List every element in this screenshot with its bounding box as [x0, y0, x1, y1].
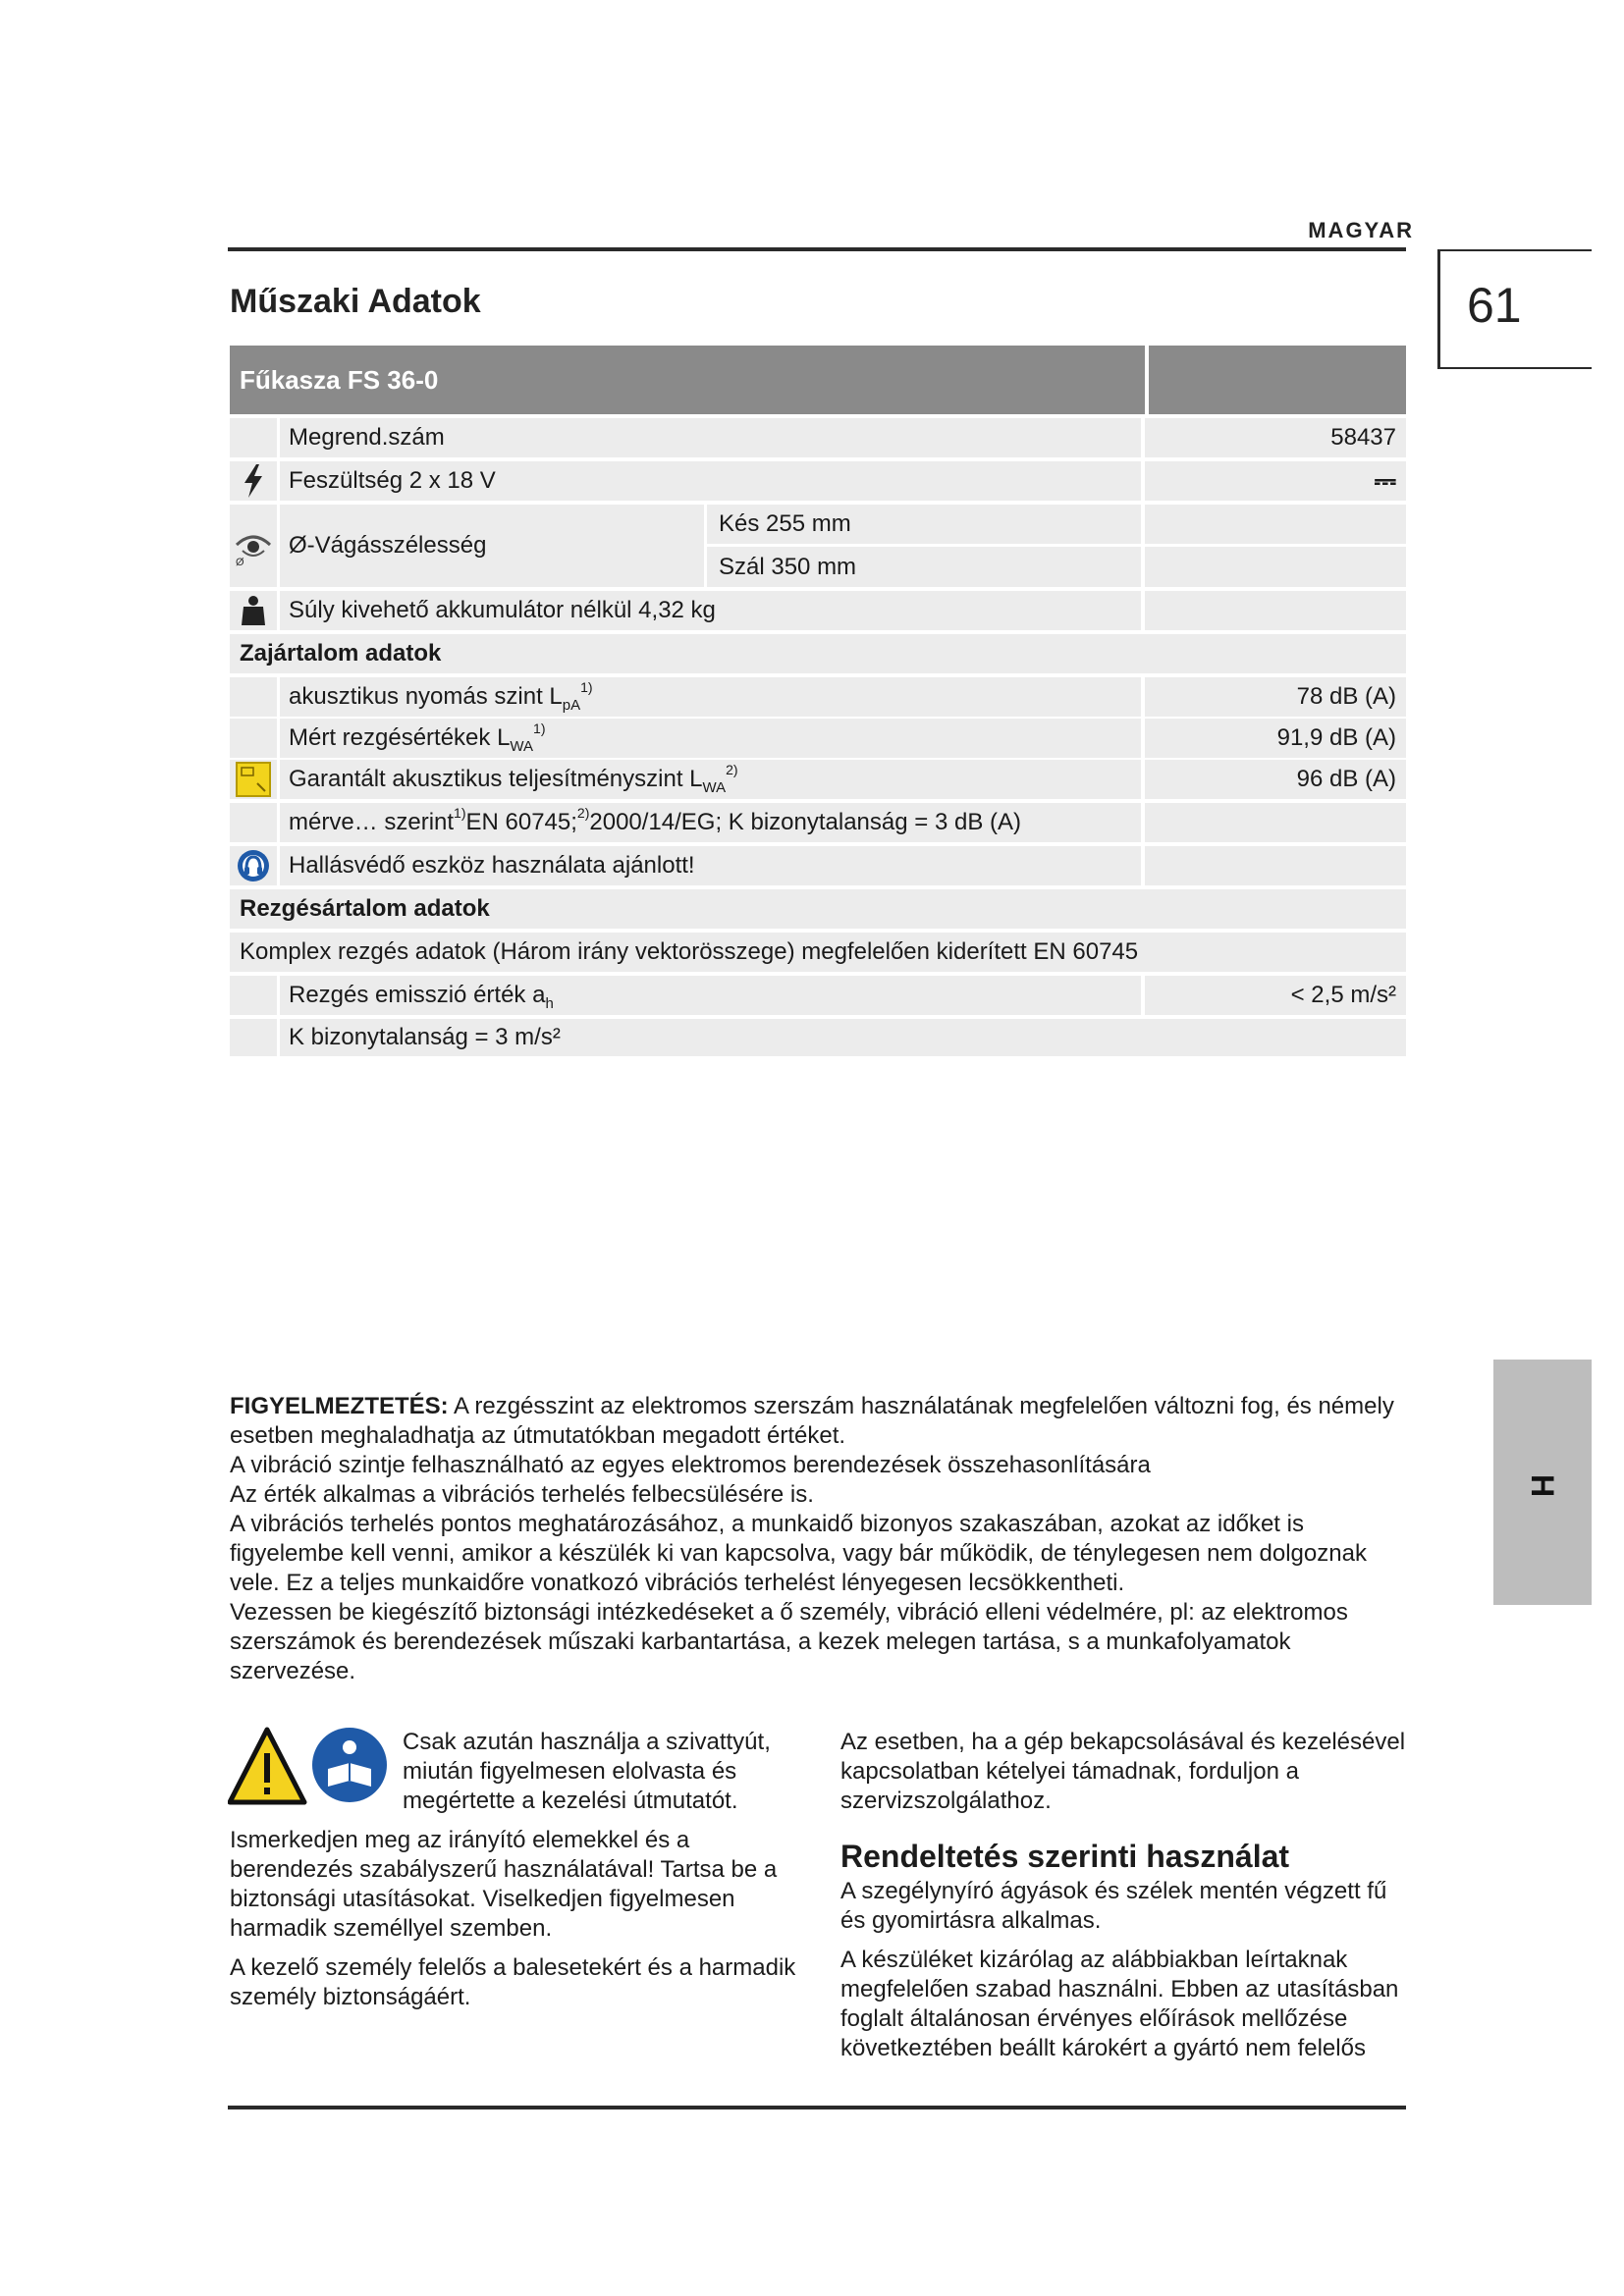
cutting-width-icon	[230, 505, 277, 587]
measured-value: 91,9 dB (A)	[1276, 724, 1396, 751]
measured-by-sup2: 2)	[576, 805, 590, 821]
right-p2: A szegélynyíró ágyások és szélek mentén végzett fű és gyomirtásra alkalmas.	[840, 1878, 1387, 1934]
warning-p3: Az érték alkalmas a vibrációs terhelés felbecsülésére is.	[230, 1481, 814, 1508]
warning-p4: A vibrációs terhelés pontos meghatározásához, a munkaidő bizonyos szakaszában, azokat az időket is figyelembe kell venni, amikor a készülék ki van kapcsolva, vagy bár működik, de ténylegesen nem dolgoznak vele. Ez a teljes munkaidőre vonatkozó vibrációs terhelést lényegesen lecsökkentheti.	[230, 1511, 1367, 1596]
lightning-icon	[230, 461, 277, 501]
measured-by-text-b: EN 60745;	[465, 809, 577, 835]
side-tab	[1493, 1360, 1592, 1605]
spec-row-guaranteed	[230, 760, 1406, 799]
spec-row-noise-pressure	[230, 677, 1406, 717]
k-uncertainty-label: K bizonytalanság = 3 m/s²	[289, 1024, 561, 1050]
left-intro: Csak azután használja a szivattyút, miután figyelmesen elolvasta és megértette a kezelési útmutatót.	[403, 1729, 771, 1814]
voltage-label: Feszültség 2 x 18 V	[289, 467, 496, 494]
noise-pressure-sub: pA	[562, 696, 581, 714]
product-name: Fűkasza FS 36-0	[240, 365, 439, 395]
top-rule	[228, 247, 1406, 251]
left-column	[230, 1728, 799, 2022]
spec-table	[230, 346, 1406, 1050]
warning-block	[230, 1392, 1408, 1686]
side-tab-letter: H	[1525, 1473, 1561, 1498]
guaranteed-label: Garantált akusztikus teljesítményszint L	[289, 766, 703, 792]
spec-row-vibration-complex	[230, 933, 1406, 972]
warning-lead: FIGYELMEZTETÉS:	[230, 1393, 449, 1419]
cut-blade-value: Kés 255 mm	[719, 510, 851, 537]
measured-by-text-c: 2000/14/EG; K bizonytalanság = 3 dB (A)	[589, 809, 1021, 835]
order-no-label: Megrend.szám	[289, 424, 445, 451]
vibration-emission-value: < 2,5 m/s²	[1290, 982, 1396, 1008]
right-p3: A készüléket kizárólag az alábbiakban leírtaknak megfelelően szabad használni. Ebben az utasításban foglalt általánosan érvényes előírások mellőzése következtében beállt károkért a gyártó nem felelős	[840, 1947, 1399, 2061]
vibration-emission-sub: h	[545, 994, 554, 1012]
spec-row-vibration-emission	[230, 976, 1406, 1015]
weight-icon	[230, 591, 277, 630]
measured-sub: WA	[510, 737, 534, 755]
noise-heading: Zajártalom adatok	[240, 640, 442, 667]
spec-row-measured-by	[230, 803, 1406, 842]
vibration-heading: Rezgésártalom adatok	[240, 895, 490, 922]
ear-protection-label: Hallásvédő eszköz használata ajánlott!	[289, 852, 695, 879]
right-p1: Az esetben, ha a gép bekapcsolásával és kezelésével kapcsolatban kételyei támadnak, forduljon a szervizszolgálathoz.	[840, 1729, 1406, 1814]
order-no-value: 58437	[1330, 424, 1396, 451]
cutting-width-label: Ø-Vágásszélesség	[289, 532, 487, 559]
warning-p2: A vibráció szintje felhasználható az egyes elektromos berendezések összehasonlítására	[230, 1452, 1151, 1478]
noise-pressure-sup: 1)	[580, 679, 593, 695]
spec-row-order	[230, 418, 1406, 457]
right-column	[840, 1728, 1410, 2073]
noise-pressure-label: akusztikus nyomás szint L	[289, 683, 563, 710]
guaranteed-sup: 2)	[726, 762, 738, 777]
measured-by-text-a: mérve… szerint	[289, 809, 455, 835]
spec-header-right	[1145, 346, 1406, 414]
spec-row-k-uncertainty	[230, 1019, 1406, 1056]
noise-label-icon	[230, 760, 277, 799]
language-label: MAGYAR	[1308, 218, 1414, 242]
guaranteed-sub: WA	[702, 778, 727, 796]
noise-pressure-value: 78 dB (A)	[1296, 683, 1396, 710]
ear-protection-icon	[230, 846, 277, 885]
warning-p5: Vezessen be kiegészítő biztonsági intézkedéseket a ő személy, vibráció elleni védelmére, pl: az elektromos szerszámok és berendezések műszaki karbantartása, a kezek melegen tartása, s a munkafolyamatok szervezése.	[230, 1599, 1348, 1684]
intended-use-heading: Rendeltetés szerinti használat	[840, 1839, 1290, 1874]
left-p1: Ismerkedjen meg az irányító elemekkel és a berendezés szabályszerű használatával! Tartsa be a biztonsági utasításokat. Viselkedjen figyelmesen harmadik személlyel szemben.	[230, 1827, 778, 1942]
left-p2: A kezelő személy felelős a balesetekért és a harmadik személy biztonságáért.	[230, 1954, 796, 2010]
dc-symbol: ⎓	[1374, 464, 1396, 496]
spec-row-voltage	[230, 461, 1406, 501]
bottom-rule	[228, 2106, 1406, 2109]
spec-row-vibration-heading	[230, 889, 1406, 929]
spec-row-ear	[230, 846, 1406, 885]
vibration-emission-label: Rezgés emisszió érték a	[289, 982, 546, 1008]
spec-row-noise-heading	[230, 634, 1406, 673]
warning-p1: A rezgésszint az elektromos szerszám használatának megfelelően változni fog, és némely esetben meghaladhatja az útmutatókban megadott értéket.	[230, 1393, 1394, 1449]
spec-row-measured	[230, 719, 1406, 758]
measured-by-sup1: 1)	[454, 805, 466, 821]
weight-label: Súly kivehető akkumulátor nélkül 4,32 kg	[289, 597, 716, 623]
spec-row-cut	[230, 505, 1406, 587]
page-number: 61	[1467, 278, 1522, 333]
page-title: Műszaki Adatok	[230, 283, 481, 320]
measured-label: Mért rezgésértékek L	[289, 724, 511, 751]
cut-line-value: Szál 350 mm	[719, 553, 857, 580]
measured-sup: 1)	[533, 721, 546, 736]
spec-row-weight	[230, 591, 1406, 630]
guaranteed-value: 96 dB (A)	[1296, 766, 1396, 792]
spec-table-header	[230, 346, 1406, 414]
vibration-complex-text: Komplex rezgés adatok (Három irány vektorösszege) megfelelően kiderített EN 60745	[240, 938, 1139, 965]
svg-text:Ø: Ø	[236, 557, 244, 566]
